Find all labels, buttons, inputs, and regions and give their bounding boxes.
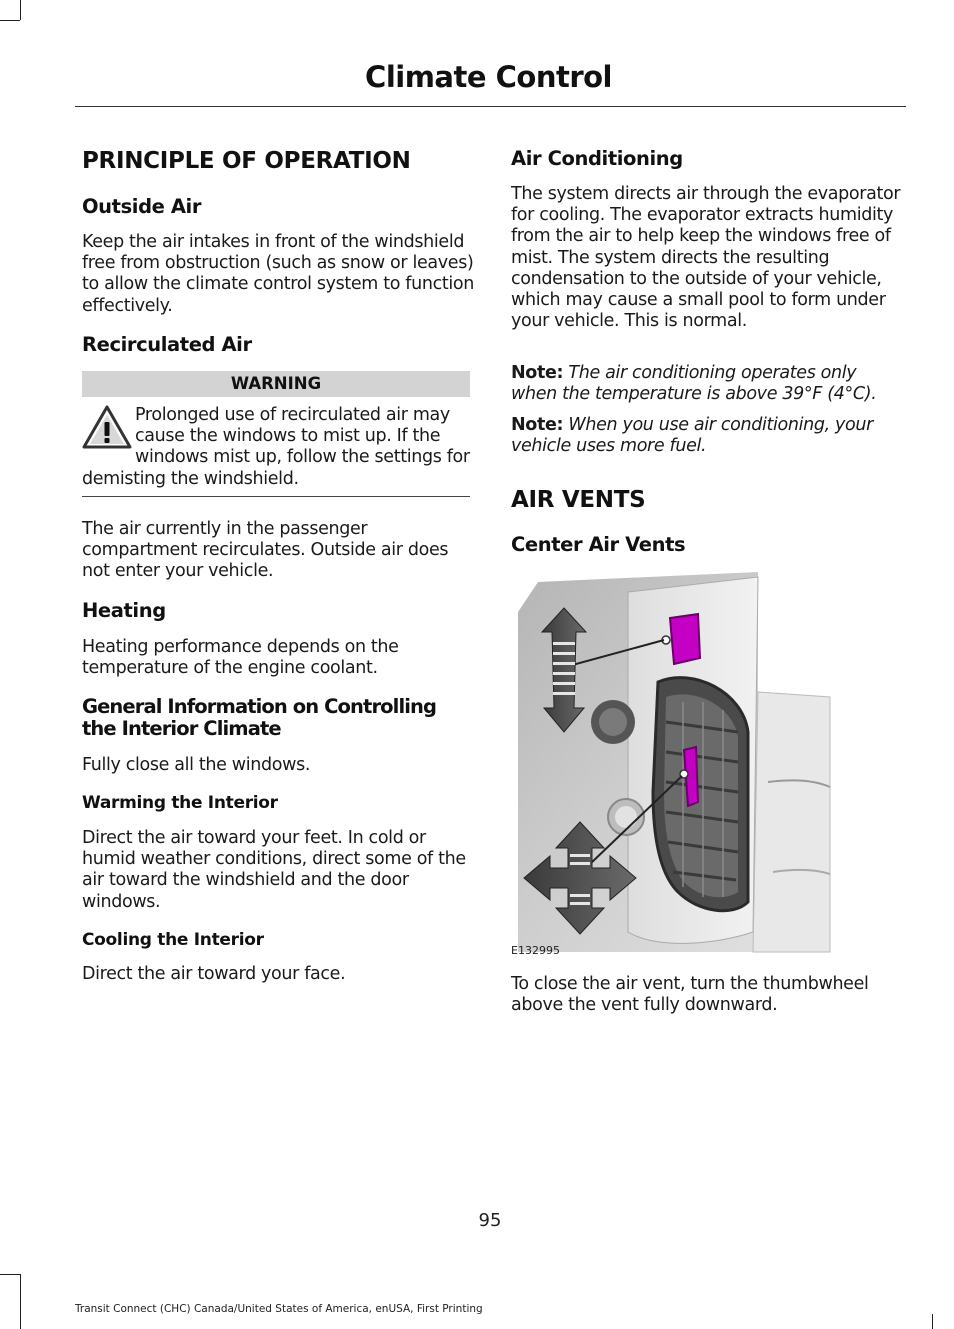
footer-publication: Transit Connect (CHC) Canada/United States of America, enUSA, First Printing (75, 1303, 483, 1315)
cooling-text: Direct the air toward your face. (82, 964, 346, 984)
center-air-vent-figure (518, 572, 840, 964)
general-information-text: Fully close all the windows. (82, 755, 311, 775)
page-number: 95 (478, 1210, 502, 1231)
note-temperature: Note: The air conditioning operates only when the temperature is above 39°F (4°C). (511, 363, 877, 405)
warning-text: Prolonged use of recirculated air may cause the windows to mist up. If the windows mist up, follow the settings for demisting the windshield. (82, 405, 470, 489)
warming-text: Direct the air toward your feet. In cold or humid weather conditions, direct some of the air toward the windshield and the door windows. (82, 828, 466, 912)
warning-rule (82, 496, 470, 497)
heading-general-information: General Information on Controlling the Interior Climate (82, 695, 437, 740)
heading-center-air-vents: Center Air Vents (511, 533, 686, 556)
crop-mark (20, 0, 21, 20)
page-title: Climate Control (365, 60, 612, 94)
warning-bar: WARNING (82, 371, 470, 397)
recirculated-air-text: The air currently in the passenger compartment recirculates. Outside air does not enter your vehicle. (82, 519, 449, 582)
center-vents-text: To close the air vent, turn the thumbwheel above the vent fully downward. (511, 974, 869, 1016)
heading-outside-air: Outside Air (82, 195, 202, 218)
heading-cooling: Cooling the Interior (82, 930, 264, 950)
title-rule (75, 106, 906, 107)
crop-mark (20, 1274, 21, 1329)
heading-air-conditioning: Air Conditioning (511, 147, 683, 170)
heating-text: Heating performance depends on the temperature of the engine coolant. (82, 637, 399, 679)
heading-recirculated-air: Recirculated Air (82, 333, 252, 356)
outside-air-text: Keep the air intakes in front of the windshield free from obstruction (such as snow or leaves) to allow the climate control system to function effectively. (82, 232, 474, 316)
air-conditioning-text: The system directs air through the evaporator for cooling. The evaporator extracts humidity from the air to help keep the windows free of mist. The system directs the resulting condensation to the outside of your vehicle, which may cause a small pool to form under your vehicle. This is normal. (511, 184, 901, 332)
heading-warming: Warming the Interior (82, 793, 278, 813)
figure-code: E132995 (511, 944, 560, 957)
crop-mark (0, 20, 20, 21)
section-title-principle: PRINCIPLE OF OPERATION (82, 148, 411, 174)
note-fuel: Note: When you use air conditioning, your vehicle uses more fuel. (511, 415, 873, 457)
crop-mark (0, 1274, 20, 1275)
heading-heating: Heating (82, 599, 166, 622)
section-title-air-vents: AIR VENTS (511, 487, 646, 513)
crop-mark (932, 1314, 933, 1329)
